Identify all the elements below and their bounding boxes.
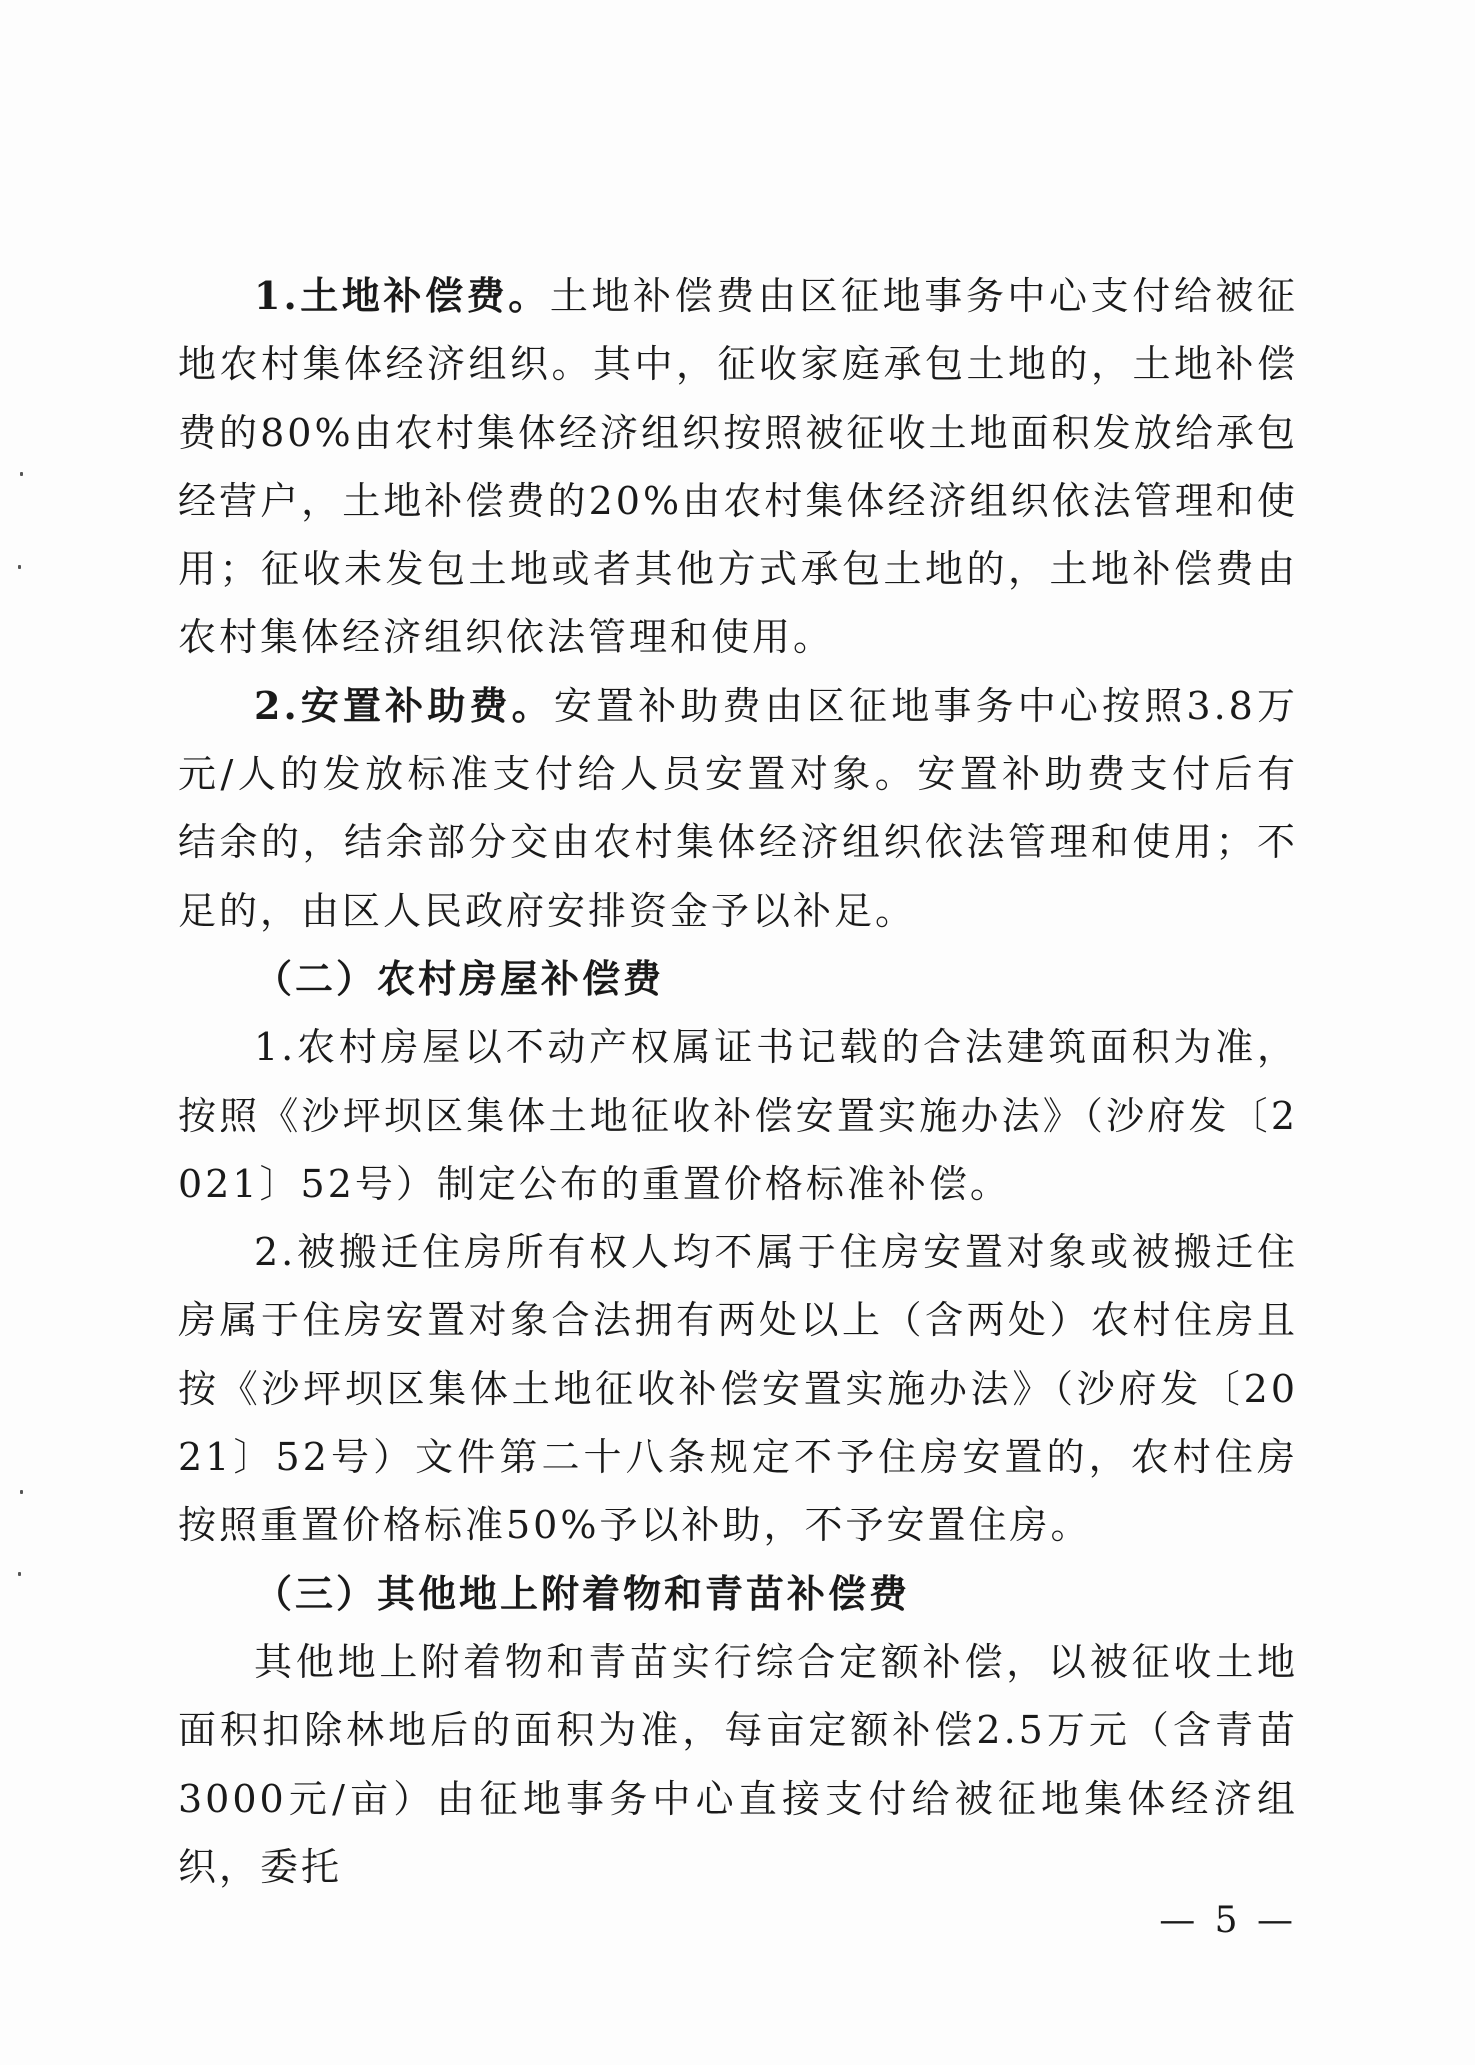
paragraph-land-compensation: [178, 262, 1298, 672]
scan-speck: [18, 565, 21, 569]
document-body: [178, 262, 1298, 1901]
paragraph-text: 安置补助费由区征地事务中心按照3.8万元/人的发放标准支付给人员安置对象。安置补助费支付后有结余的，结余部分交由农村集体经济组织依法管理和使用；不足的，由区人民政府安排资金予以补足。: [178, 683, 1299, 933]
scan-speck: [18, 1572, 21, 1576]
paragraph-text: 其他地上附着物和青苗实行综合定额补偿，以被征收土地面积扣除林地后的面积为准，每亩定额补偿2.5万元（含青苗3000元/亩）由征地事务中心直接支付给被征地集体经济组织，委托: [178, 1639, 1298, 1889]
section-heading-rural-housing: （二）农村房屋补偿费: [254, 955, 665, 1001]
paragraph-lead: 2.安置补助费。: [254, 682, 554, 728]
paragraph-housing-subsidy: [178, 1218, 1298, 1559]
page-number: — 5 —: [1159, 1900, 1297, 1941]
paragraph-resettlement-subsidy: [178, 672, 1298, 945]
paragraph-attachments-compensation: [178, 1628, 1298, 1901]
paragraph-text: 土地补偿费由区征地事务中心支付给被征地农村集体经济组织。其中，征收家庭承包土地的，土地补偿费的80%由农村集体经济组织按照被征收土地面积发放给承包经营户，土地补偿费的20%由农村集体经济组织依法管理和使用；征收未发包土地或者其他方式承包土地的，土地补偿费由农村集体经济组织依法管理和使用。: [178, 274, 1298, 660]
paragraph-housing-area: [178, 1013, 1298, 1218]
scan-speck: [20, 1490, 23, 1494]
paragraph-lead: 1.土地补偿费。: [254, 273, 550, 318]
paragraph-text: 2.被搬迁住房所有权人均不属于住房安置对象或被搬迁住房属于住房安置对象合法拥有两处以上（含两处）农村住房且按《沙坪坝区集体土地征收补偿安置实施办法》（沙府发〔2021〕52号）文件第二十八条规定不予住房安置的，农村住房按照重置价格标准50%予以补助，不予安置住房。: [178, 1230, 1298, 1548]
section-heading-attachments-crops: （三）其他地上附着物和青苗补偿费: [254, 1570, 911, 1616]
paragraph-text: 1.农村房屋以不动产权属证书记载的合法建筑面积为准，按照《沙坪坝区集体土地征收补偿安置实施办法》（沙府发〔2021〕52号）制定公布的重置价格标准补偿。: [178, 1025, 1298, 1206]
scan-speck: [20, 472, 23, 476]
